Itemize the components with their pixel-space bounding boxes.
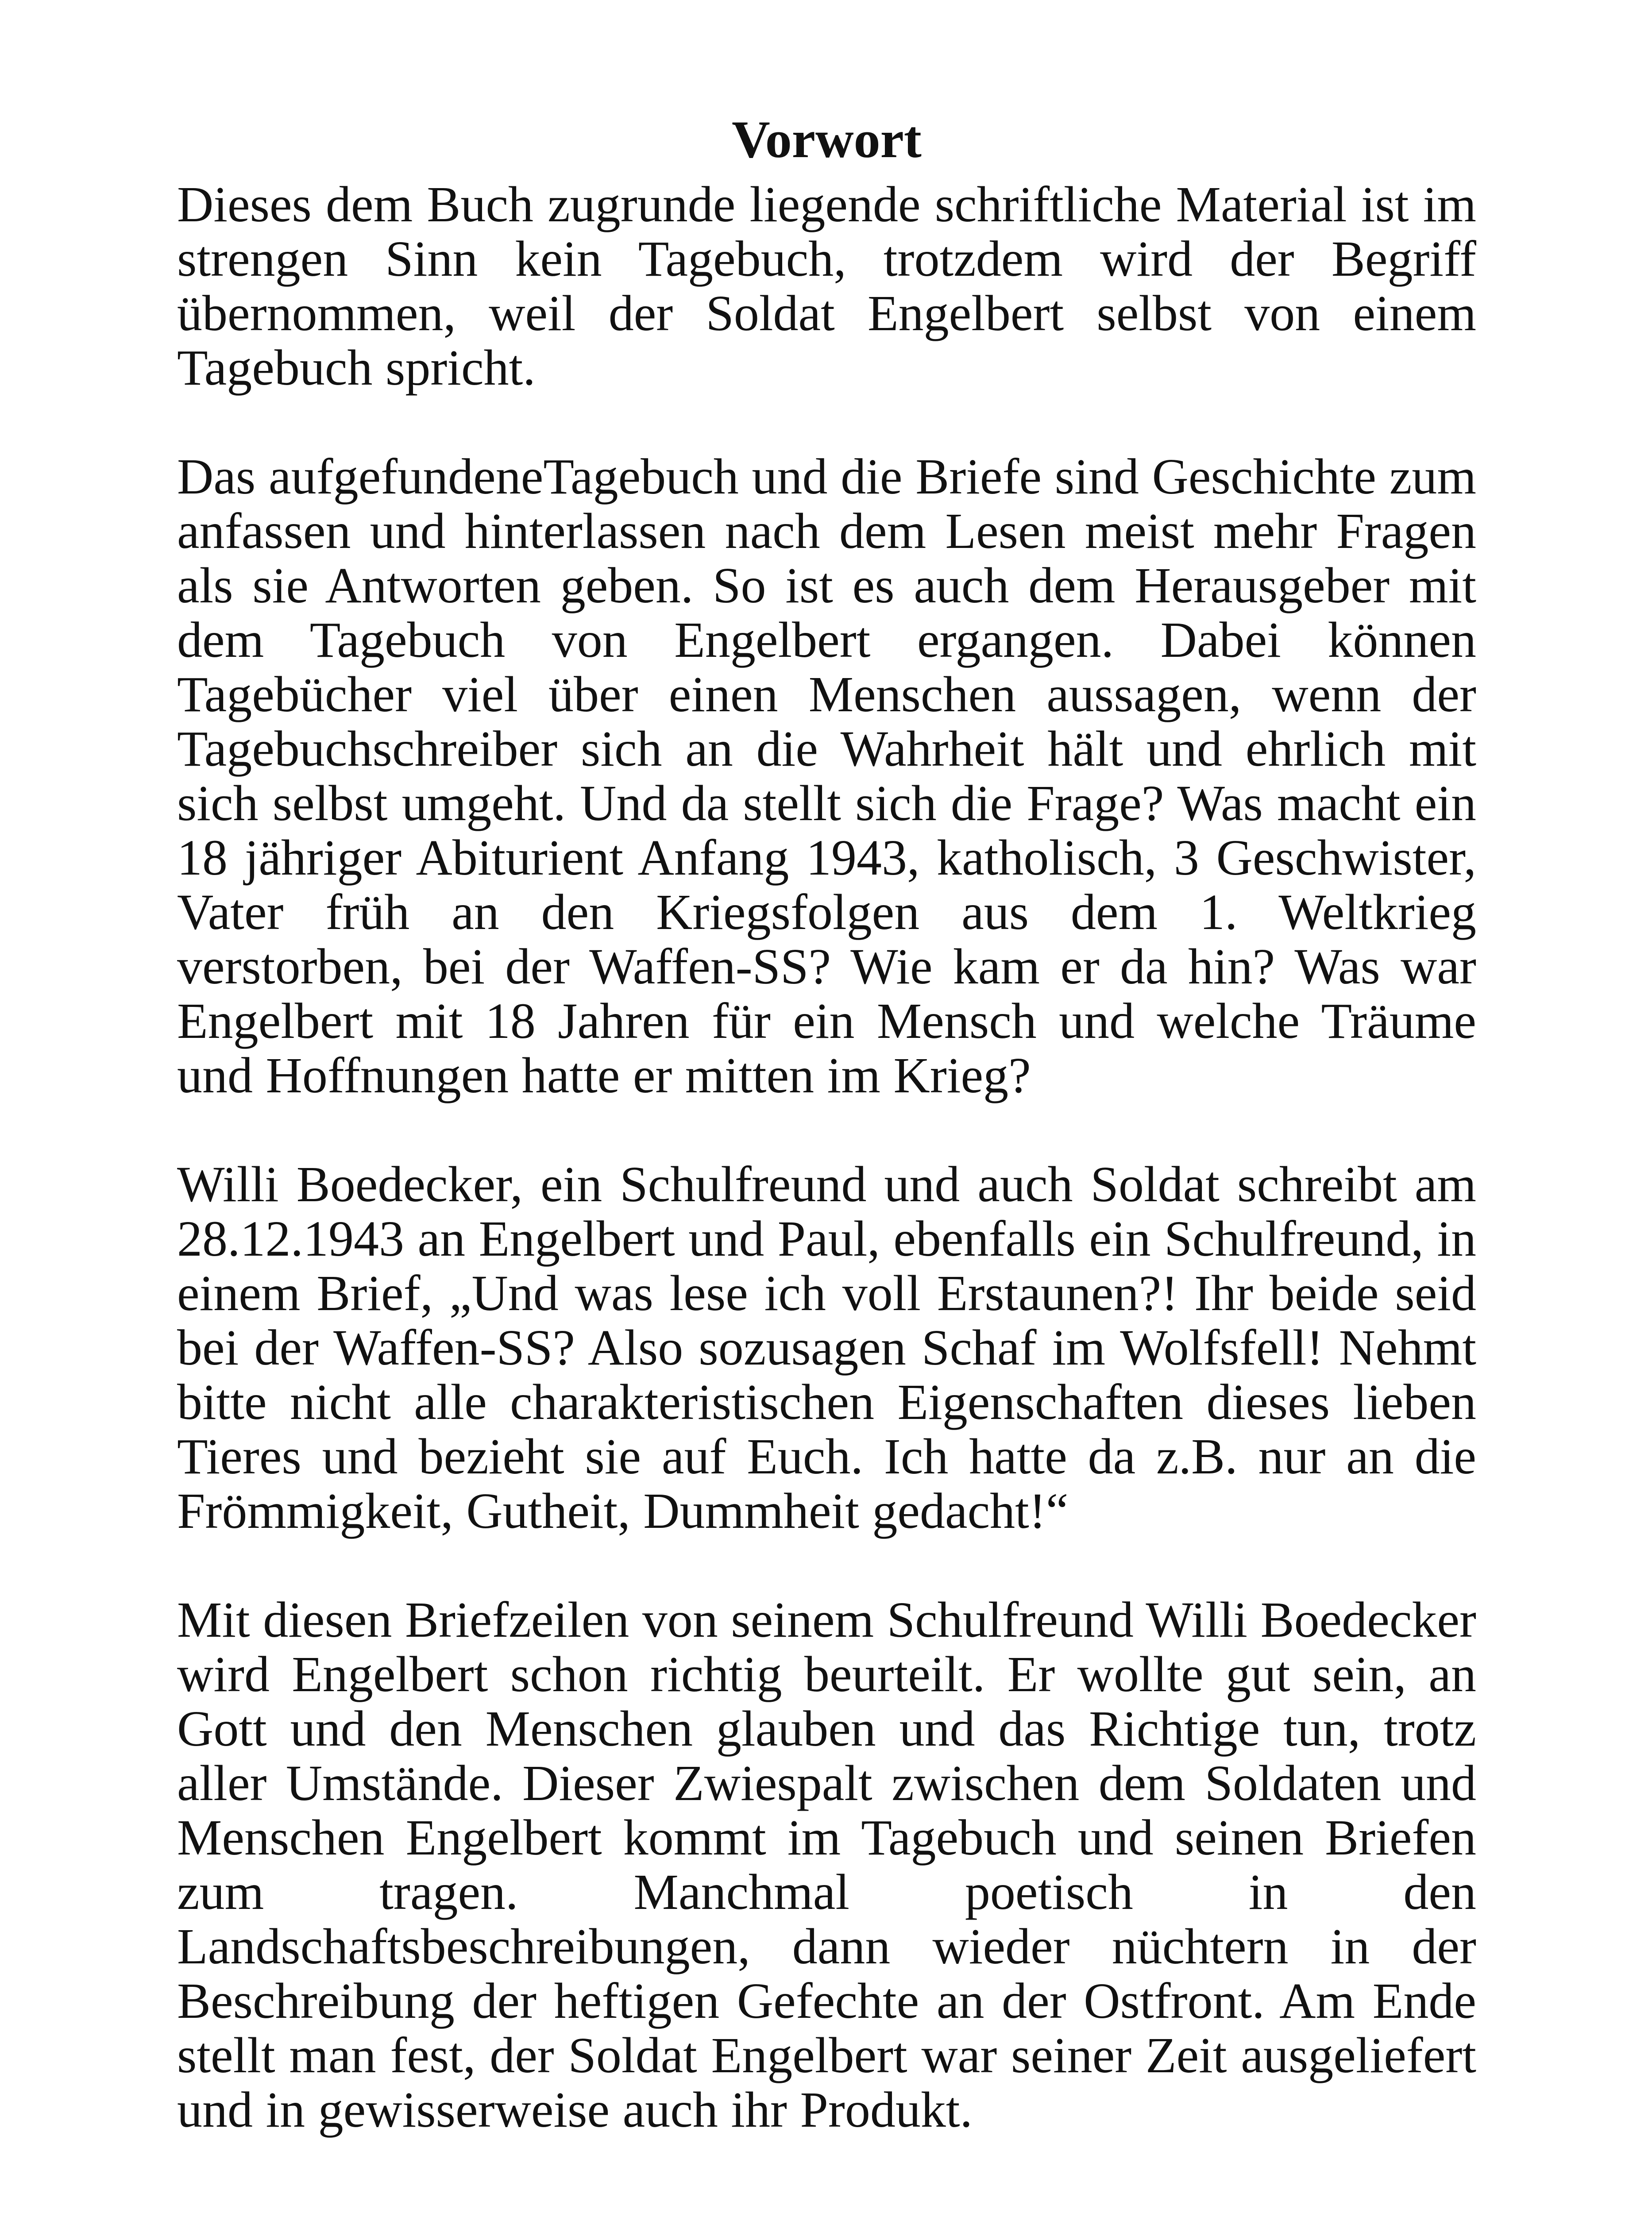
document-page	[177, 106, 1476, 2137]
paragraph-4: Mit diesen Briefzeilen von seinem Schulfreund Willi Boedecker wird Engelbert schon richtig beurteilt. Er wollte gut sein, an Gott und den Menschen glauben und das Richtige tun, trotz aller Umstände. Dieser Zwiespalt zwischen dem Soldaten und Menschen Engelbert kommt im Tagebuch und seinen Briefen zum tragen. Manchmal poetisch in den Landschaftsbeschreibungen, dann wieder nüchtern in der Beschreibung der heftigen Gefechte an der Ostfront. Am Ende stellt man fest, der Soldat Engelbert war seiner Zeit ausgeliefert und in gewisserweise auch ihr Produkt.	[177, 1592, 1476, 2138]
paragraph-2: Das aufgefundeneTagebuch und die Briefe sind Geschichte zum anfassen und hinterlassen nach dem Lesen meist mehr Fragen als sie Antworten geben. So ist es auch dem Herausgeber mit dem Tagebuch von Engelbert ergangen. Dabei können Tagebücher viel über einen Menschen aussagen, wenn der Tagebuchschreiber sich an die Wahrheit hält und ehrlich mit sich selbst umgeht. Und da stellt sich die Frage? Was macht ein 18 jähriger Abiturient Anfang 1943, katholisch, 3 Geschwister, Vater früh an den Kriegsfolgen aus dem 1. Weltkrieg verstorben, bei der Waffen-SS? Wie kam er da hin? Was war Engelbert mit 18 Jahren für ein Mensch und welche Träume und Hoffnungen hatte er mitten im Krieg?	[177, 448, 1476, 1103]
paragraph-1: Dieses dem Buch zugrunde liegende schriftliche Material ist im strengen Sinn kein Tagebuch, trotzdem wird der Begriff übernommen, weil der Soldat Engelbert selbst von einem Tagebuch spricht.	[177, 176, 1476, 396]
page-title: Vorwort	[732, 110, 922, 169]
paragraph-3: Willi Boedecker, ein Schulfreund und auch Soldat schreibt am 28.12.1943 an Engelbert und Paul, ebenfalls ein Schulfreund, in einem Brief, „Und was lese ich voll Erstaunen?! Ihr beide seid bei der Waffen-SS? Also sozusagen Schaf im Wolfsfell! Nehmt bitte nicht alle charakteristischen Eigenschaften dieses lieben Tieres und bezieht sie auf Euch. Ich hatte da z.B. nur an die Frömmigkeit, Gutheit, Dummheit gedacht!“	[177, 1156, 1476, 1539]
